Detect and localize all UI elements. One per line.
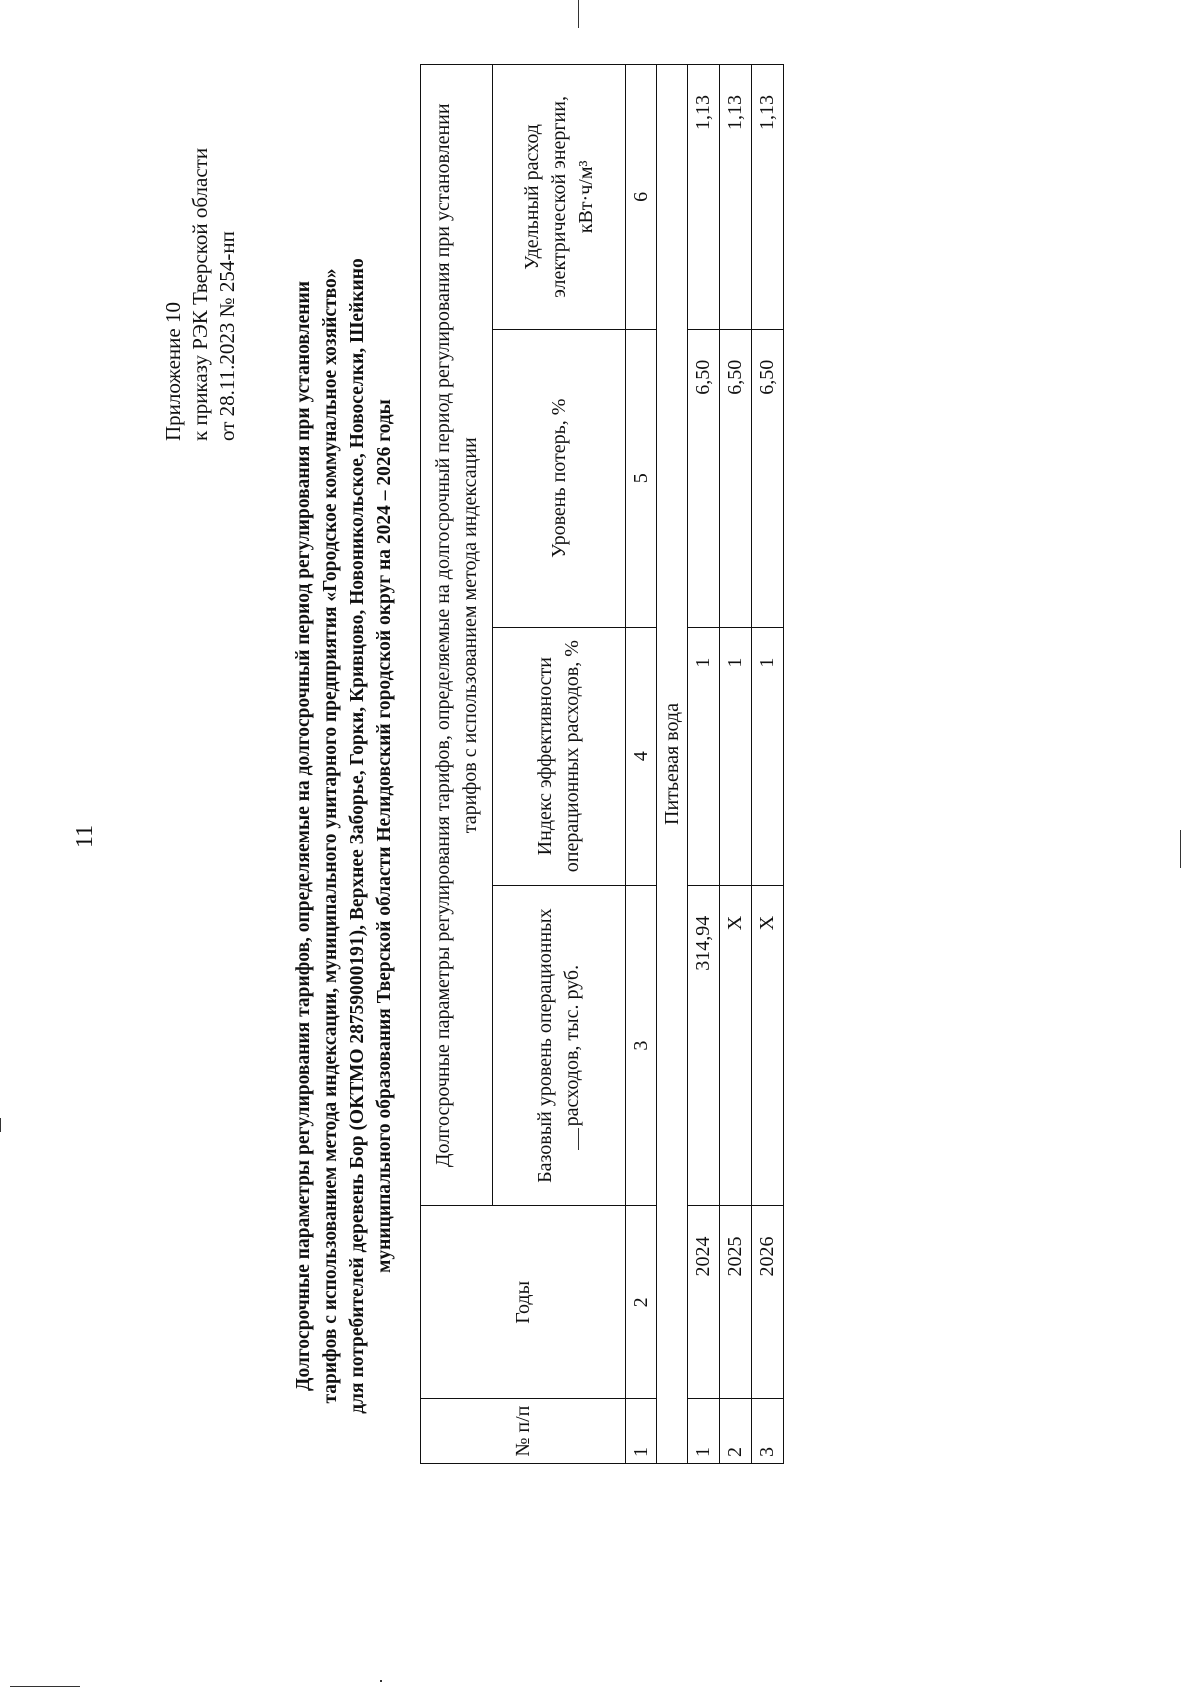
scan-mark <box>578 1128 579 1150</box>
section-label: Питьевая вода <box>657 65 688 1464</box>
cell-base: X <box>752 885 784 1206</box>
cell-loss: 6,50 <box>752 329 784 627</box>
column-number: 5 <box>626 329 657 627</box>
scan-mark <box>578 0 579 28</box>
appendix-block <box>160 148 241 441</box>
header-row-group <box>421 65 493 1464</box>
header-no: № п/п <box>421 1399 626 1464</box>
header-base: Базовый уровень операционных расходов, тыс. руб. <box>493 885 626 1206</box>
document-title <box>290 156 398 1516</box>
title-line-3: для потребителей деревень Бор (ОКТМО 28759000191), Верхнее Заборье, Горки, Кривцово, Новоникольское, Новоселки, Шейкино <box>347 258 368 1414</box>
cell-base: 314,94 <box>688 885 720 1206</box>
title-line-2: тарифов с использованием метода индексации, муниципального унитарного предприятия «Городское коммунальное хозяйство» <box>320 268 341 1404</box>
cell-index: 1 <box>688 627 720 885</box>
scan-mark <box>0 1118 1 1132</box>
scan-mark <box>1180 830 1181 868</box>
cell-energy: 1,13 <box>752 65 784 330</box>
header-loss: Уровень потерь, % <box>493 329 626 627</box>
section-row <box>657 65 688 1464</box>
cell-no: 2 <box>720 1399 752 1464</box>
table-row <box>720 65 752 1464</box>
scan-mark <box>10 1686 80 1687</box>
header-energy: Удельный расход электрической энергии, кВт·ч/м³ <box>493 65 626 330</box>
header-group: Долгосрочные параметры регулирования тарифов, определяемые на долгосрочный период регулирования при установлении тарифов с использованием метода индексации <box>421 65 493 1207</box>
cell-base: X <box>720 885 752 1206</box>
cell-index: 1 <box>720 627 752 885</box>
cell-year: 2026 <box>752 1206 784 1399</box>
cell-loss: 6,50 <box>720 329 752 627</box>
page-number: 11 <box>72 824 98 848</box>
cell-year: 2025 <box>720 1206 752 1399</box>
title-line-4: муниципального образования Тверской области Нелидовский городской округ на 2024 – 2026 годы <box>374 399 395 1273</box>
cell-no: 3 <box>752 1399 784 1464</box>
column-number: 2 <box>626 1206 657 1399</box>
appendix-line-2: к приказу РЭК Тверской области <box>188 147 212 441</box>
cell-energy: 1,13 <box>688 65 720 330</box>
parameters-table <box>420 64 784 1464</box>
table-row <box>688 65 720 1464</box>
appendix-line-3: от 28.11.2023 № 254-нп <box>215 231 239 441</box>
cell-loss: 6,50 <box>688 329 720 627</box>
cell-year: 2024 <box>688 1206 720 1399</box>
header-index: Индекс эффективности операционных расходов, % <box>493 627 626 885</box>
cell-no: 1 <box>688 1399 720 1464</box>
column-number: 6 <box>626 65 657 330</box>
appendix-line-1: Приложение 10 <box>161 302 185 441</box>
column-number: 3 <box>626 885 657 1206</box>
header-years: Годы <box>421 1206 626 1399</box>
column-number-row <box>626 65 657 1464</box>
column-number: 4 <box>626 627 657 885</box>
title-line-1: Долгосрочные параметры регулирования тарифов, определяемые на долгосрочный период регулирования при установлении <box>293 281 314 1391</box>
cell-index: 1 <box>752 627 784 885</box>
column-number: 1 <box>626 1399 657 1464</box>
cell-energy: 1,13 <box>720 65 752 330</box>
table-row <box>752 65 784 1464</box>
scan-mark <box>380 1680 382 1682</box>
